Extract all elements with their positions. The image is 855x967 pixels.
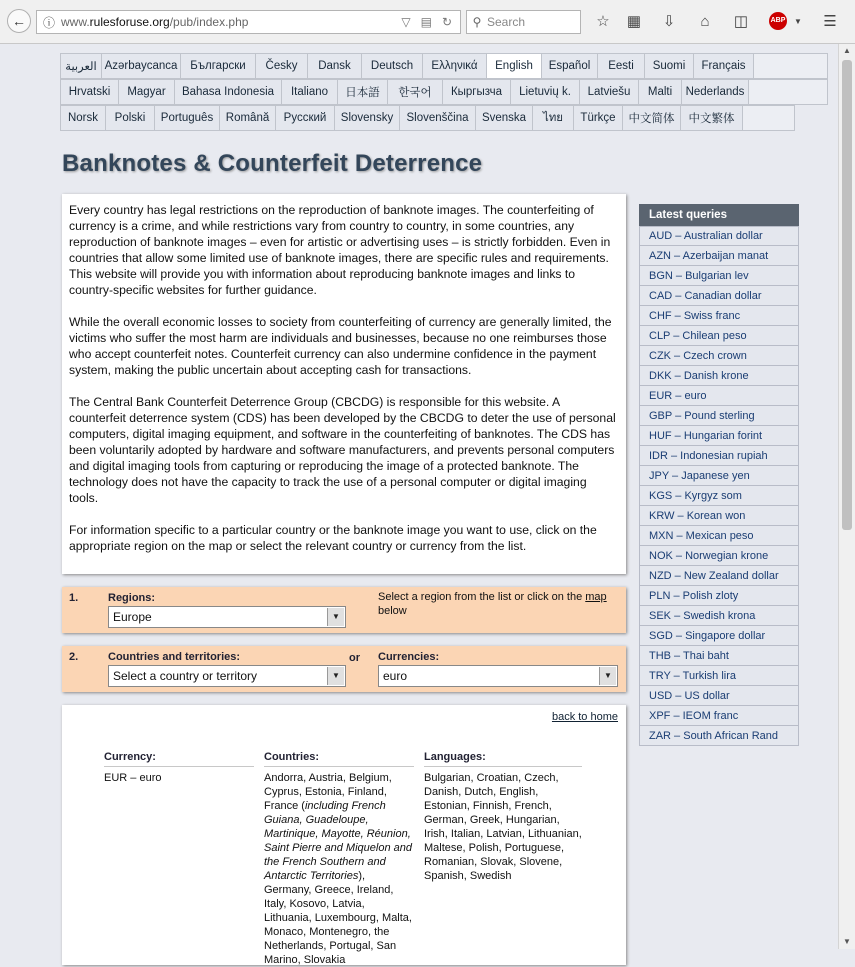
languages-value: Bulgarian, Croatian, Czech, Danish, Dutch, English, Estonian, Finnish, French, German, Greek, Hungarian, Irish, Italian, Latvian, Lithuanian, Maltese, Polish, Portuguese, Romanian, Slovak, Slovene, Spanish, Swedish xyxy=(424,772,582,882)
query-link[interactable]: NZD – New Zealand dollar xyxy=(639,566,799,586)
query-link[interactable]: CLP – Chilean peso xyxy=(639,326,799,346)
query-link[interactable]: DKK – Danish krone xyxy=(639,366,799,386)
region-step-panel xyxy=(62,587,626,633)
lang-link-en[interactable]: English xyxy=(486,53,542,79)
countries-label: Countries and territories: xyxy=(108,651,241,663)
lang-link-ru[interactable]: Русский xyxy=(275,105,335,131)
currency-select-value: euro xyxy=(383,669,408,683)
chevron-down-icon[interactable]: ▼ xyxy=(599,667,616,685)
region-select[interactable] xyxy=(108,606,346,628)
latest-queries-panel xyxy=(639,204,799,746)
lang-link-sv[interactable]: Svenska xyxy=(475,105,533,131)
query-link[interactable]: TRY – Turkish lira xyxy=(639,666,799,686)
download-icon[interactable]: ⇩ xyxy=(662,13,676,30)
lang-link-sl[interactable]: Slovenščina xyxy=(399,105,476,131)
scroll-down-arrow-icon[interactable]: ▼ xyxy=(843,937,851,946)
query-link[interactable]: HUF – Hungarian forint xyxy=(639,426,799,446)
currency-value: EUR – euro xyxy=(104,772,162,784)
lang-link-fi[interactable]: Suomi xyxy=(644,53,694,79)
query-link[interactable]: NOK – Norwegian krone xyxy=(639,546,799,566)
reader-view-icon[interactable]: ▤ xyxy=(420,15,432,29)
lang-filler xyxy=(748,79,828,105)
intro-text-box xyxy=(62,194,626,574)
regions-label: Regions: xyxy=(108,592,156,604)
country-select-value: Select a country or territory xyxy=(113,669,258,683)
query-link[interactable]: SEK – Swedish krona xyxy=(639,606,799,626)
countries-header: Countries: xyxy=(264,751,414,767)
country-currency-step-panel xyxy=(62,646,626,692)
info-icon: ⓘ xyxy=(42,15,55,30)
region-select-value: Europe xyxy=(113,610,152,624)
query-link[interactable]: ZAR – South African Rand xyxy=(639,726,799,746)
countries-column xyxy=(264,751,414,967)
lang-link-pl[interactable]: Polski xyxy=(105,105,155,131)
bookmark-star-icon[interactable]: ☆ xyxy=(596,13,610,30)
lang-link-es[interactable]: Español xyxy=(541,53,598,79)
query-link[interactable]: EUR – euro xyxy=(639,386,799,406)
back-button[interactable] xyxy=(7,9,31,33)
menu-icon[interactable]: ☰ xyxy=(823,13,837,30)
result-panel xyxy=(62,705,626,965)
query-link[interactable]: SGD – Singapore dollar xyxy=(639,626,799,646)
query-link[interactable]: BGN – Bulgarian lev xyxy=(639,266,799,286)
lang-link-fr[interactable]: Français xyxy=(693,53,754,79)
back-arrow-icon: ← xyxy=(12,13,26,29)
lang-link-zh-hant[interactable]: 中文繁体 xyxy=(680,105,743,131)
lang-link-no[interactable]: Norsk xyxy=(60,105,106,131)
lang-link-it[interactable]: Italiano xyxy=(281,79,338,105)
countries-value: Andorra, Austria, Belgium, Cyprus, Estonia, Finland, France (including French Guiana, Guadeloupe, Martinique, Mayotte, Réunion, Saint Pierre and Miquelon and the French Southern and Antarctic Territories), Germany, Greece, Ireland, Italy, Kosovo, Latvia, Lithuania, Luxembourg, Malta, Monaco, Montenegro, the Netherlands, Portugal, San Marino, Slovakia xyxy=(264,772,412,966)
intro-paragraph: Every country has legal restrictions on the reproduction of banknote images. The counterfeiting of currency is a crime, and while restrictions vary from country to country, in some countries, any reproduction of banknote images – even for artistic or advertising uses – is strictly forbidden. Even in countries that allow some limited use of banknote images, there are specific rules and requirements. This website will provide you with information about reproducing banknote images and links to country-specific websites for further guidance. xyxy=(69,203,611,297)
lang-link-pt[interactable]: Português xyxy=(154,105,220,131)
chevron-down-icon[interactable]: ▼ xyxy=(794,17,802,26)
lang-link-id[interactable]: Bahasa Indonesia xyxy=(174,79,282,105)
currency-column xyxy=(104,751,254,785)
back-to-home-link[interactable]: back to home xyxy=(551,711,618,723)
lang-link-et[interactable]: Eesti xyxy=(597,53,645,79)
query-link[interactable]: THB – Thai baht xyxy=(639,646,799,666)
lang-link-ko[interactable]: 한국어 xyxy=(387,79,443,105)
intro-paragraph: The Central Bank Counterfeit Deterrence Group (CBCDG) is responsible for this website. A counterfeit deterrence system (CDS) has been developed by the CBCDG to deter the use of personal computers, digital imaging equipment, and software in the counterfeiting of banknotes. The CDS has been voluntarily adopted by hardware and software manufacturers, and prevents personal computers and digital imaging tools from capturing or reproducing the image of a protected banknote. The technology does not have the capacity to track the use of a personal computer or digital imaging tools. xyxy=(69,395,616,505)
lang-link-ar[interactable]: العربية xyxy=(60,53,102,79)
language-selector xyxy=(60,53,828,131)
step-number: 1. xyxy=(69,592,79,604)
page-content xyxy=(0,44,838,966)
lang-link-zh-hans[interactable]: 中文简体 xyxy=(622,105,681,131)
lang-link-mt[interactable]: Malti xyxy=(638,79,682,105)
query-link[interactable]: PLN – Polish zloty xyxy=(639,586,799,606)
bookmarks-list-icon[interactable]: ▦ xyxy=(626,13,642,30)
lang-link-lt[interactable]: Lietuvių k. xyxy=(510,79,580,105)
query-link[interactable]: KGS – Kyrgyz som xyxy=(639,486,799,506)
lang-link-tr[interactable]: Türkçe xyxy=(573,105,623,131)
query-link[interactable]: AUD – Australian dollar xyxy=(639,226,799,246)
address-bar[interactable] xyxy=(36,10,461,34)
lang-filler xyxy=(742,105,795,131)
query-link[interactable]: IDR – Indonesian rupiah xyxy=(639,446,799,466)
lang-link-hr[interactable]: Hrvatski xyxy=(60,79,119,105)
lang-link-bg[interactable]: Български xyxy=(180,53,256,79)
lang-link-sk[interactable]: Slovensky xyxy=(334,105,400,131)
language-row xyxy=(60,53,828,79)
step-number: 2. xyxy=(69,651,79,663)
lang-link-ja[interactable]: 日本語 xyxy=(337,79,388,105)
or-label: or xyxy=(349,652,360,664)
chevron-down-icon[interactable]: ▼ xyxy=(327,608,344,626)
scrollbar[interactable] xyxy=(838,44,855,949)
page-title: Banknotes & Counterfeit Deterrence xyxy=(62,150,483,177)
query-link[interactable]: CZK – Czech crown xyxy=(639,346,799,366)
scrollbar-thumb[interactable] xyxy=(842,60,852,530)
search-input[interactable]: ⚲ Search xyxy=(466,10,581,34)
language-row xyxy=(60,105,828,131)
intro-paragraph: While the overall economic losses to society from counterfeiting of currency are generally limited, the victims who suffer the most harm are individuals and businesses, because no one reimburses those who accept counterfeit notes. Counterfeit currency can also undermine confidence in the payment system, making the public uncertain about accepting cash for transactions. xyxy=(69,315,612,377)
lang-link-ro[interactable]: Română xyxy=(219,105,276,131)
currencies-label: Currencies: xyxy=(378,651,440,663)
query-link[interactable]: JPY – Japanese yen xyxy=(639,466,799,486)
intro-paragraph: For information specific to a particular country or the banknote image you want to use, click on the appropriate region on the map or select the relevant country or currency from the list. xyxy=(69,523,597,553)
lang-link-nl[interactable]: Nederlands xyxy=(681,79,749,105)
currency-header: Currency: xyxy=(104,751,254,767)
lang-link-cs[interactable]: Česky xyxy=(255,53,308,79)
lang-link-hu[interactable]: Magyar xyxy=(118,79,175,105)
lang-link-da[interactable]: Dansk xyxy=(307,53,362,79)
lang-link-lv[interactable]: Latviešu xyxy=(579,79,639,105)
scroll-up-arrow-icon[interactable]: ▲ xyxy=(843,46,851,55)
region-instructions: Select a region from the list or click on the map below xyxy=(378,591,607,617)
search-icon: ⚲ xyxy=(472,15,482,29)
languages-header: Languages: xyxy=(424,751,582,767)
languages-column xyxy=(424,751,582,883)
query-link[interactable]: USD – US dollar xyxy=(639,686,799,706)
reload-icon[interactable]: ↻ xyxy=(441,15,452,29)
query-link[interactable]: MXN – Mexican peso xyxy=(639,526,799,546)
query-link[interactable]: CHF – Swiss franc xyxy=(639,306,799,326)
currency-select[interactable] xyxy=(378,665,618,687)
pocket-icon[interactable]: ◫ xyxy=(733,13,749,30)
home-icon[interactable]: ⌂ xyxy=(700,13,710,30)
language-row xyxy=(60,79,828,105)
lang-filler xyxy=(753,53,828,79)
dropdown-icon[interactable]: ▽ xyxy=(401,15,411,29)
lang-link-az[interactable]: Azərbaycanca xyxy=(101,53,181,79)
latest-queries-title: Latest queries xyxy=(639,204,799,226)
query-link[interactable]: XPF – IEOM franc xyxy=(639,706,799,726)
query-link[interactable]: CAD – Canadian dollar xyxy=(639,286,799,306)
lang-link-th[interactable]: ไทย xyxy=(532,105,574,131)
lang-link-el[interactable]: Ελληνικά xyxy=(422,53,487,79)
chevron-down-icon[interactable]: ▼ xyxy=(327,667,344,685)
query-link[interactable]: GBP – Pound sterling xyxy=(639,406,799,426)
query-link[interactable]: KRW – Korean won xyxy=(639,506,799,526)
country-select[interactable] xyxy=(108,665,346,687)
lang-link-de[interactable]: Deutsch xyxy=(361,53,423,79)
lang-link-ky[interactable]: Кыргызча xyxy=(442,79,511,105)
map-link[interactable]: map xyxy=(585,591,607,603)
browser-toolbar xyxy=(0,0,855,44)
url-text: www.rulesforuse.org/pub/index.php xyxy=(61,15,249,29)
latest-queries-list xyxy=(639,226,799,746)
adblock-plus-icon[interactable]: ABP xyxy=(769,12,787,30)
query-link[interactable]: AZN – Azerbaijan manat xyxy=(639,246,799,266)
